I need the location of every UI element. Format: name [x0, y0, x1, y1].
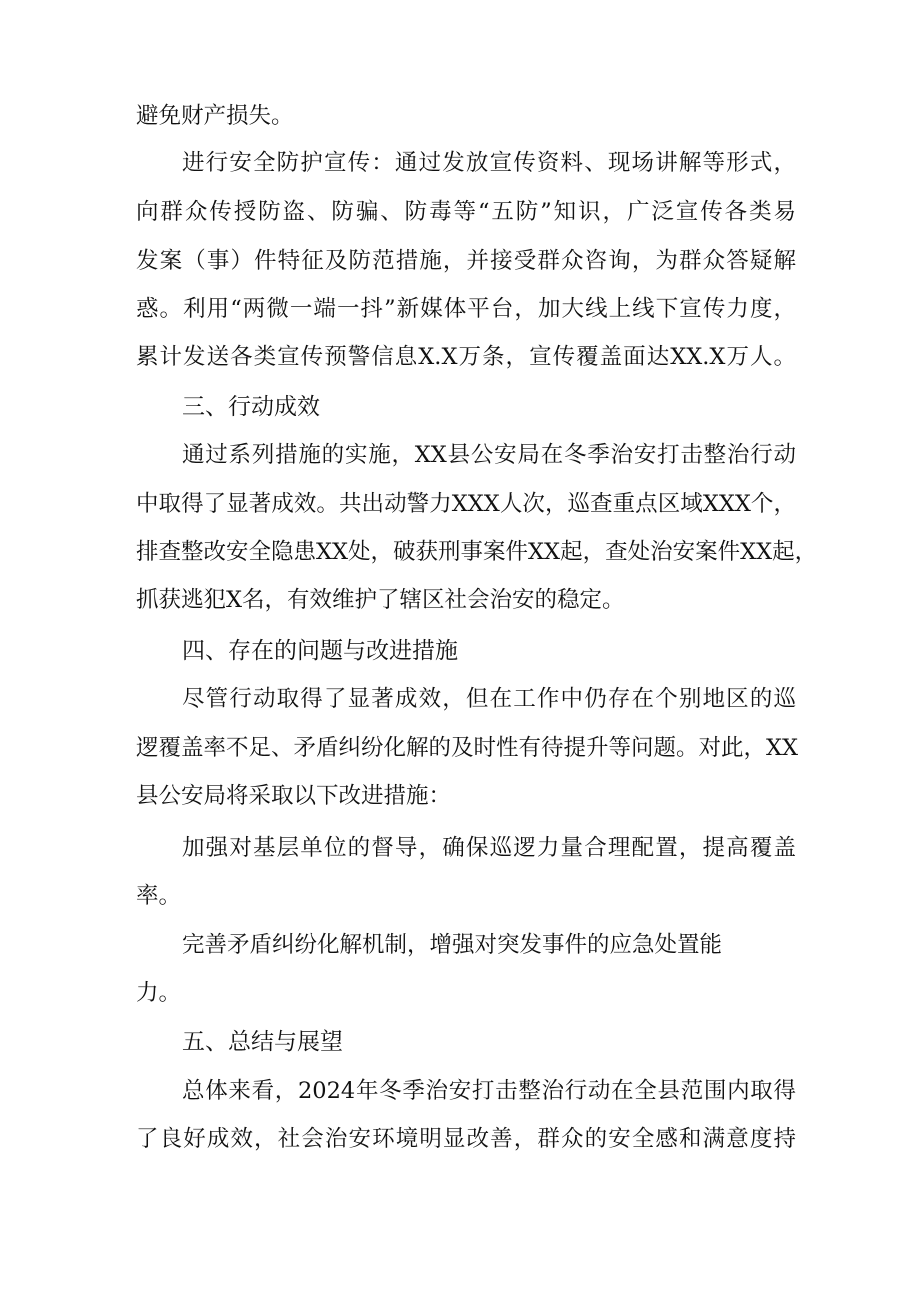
- paragraph-line: 尽管行动取得了显著成效，但在工作中仍存在个别地区的巡: [182, 686, 796, 712]
- paragraph-line: 总体来看，2024年冬季治安打击整治行动在全县范围内取得: [182, 1078, 796, 1104]
- paragraph-line: 抓获逃犯X名，有效维护了辖区社会治安的稳定。: [136, 587, 625, 613]
- paragraph-line: 县公安局将采取以下改进措施：: [136, 783, 452, 809]
- paragraph-line: 避免财产损失。: [136, 103, 294, 129]
- paragraph-line: 进行安全防护宣传：通过发放宣传资料、现场讲解等形式，: [182, 150, 796, 176]
- paragraph-line: 发案（事）件特征及防范措施，并接受群众咨询，为群众答疑解: [136, 248, 796, 274]
- paragraph-line: 完善矛盾纠纷化解机制，增强对突发事件的应急处置能: [182, 932, 723, 958]
- paragraph-line: 率。: [136, 883, 182, 909]
- paragraph-line: 中取得了显著成效。共出动警力XXX人次，巡查重点区域XXX个，: [136, 491, 796, 517]
- paragraph-line: 了良好成效，社会治安环境明显改善，群众的安全感和满意度持: [136, 1126, 796, 1152]
- paragraph-line: 加强对基层单位的督导，确保巡逻力量合理配置，提高覆盖: [182, 835, 796, 861]
- paragraph-line: 累计发送各类宣传预警信息X.X万条，宣传覆盖面达XX.X万人。: [136, 344, 796, 370]
- section-heading: 五、总结与展望: [182, 1029, 343, 1055]
- section-heading: 三、行动成效: [182, 394, 320, 420]
- paragraph-line: 惑。利用“两微一端一抖”新媒体平台，加大线上线下宣传力度，: [136, 296, 796, 322]
- paragraph-line: 排查整改安全隐患XX处，破获刑事案件XX起，查处治安案件XX起，: [136, 539, 818, 565]
- paragraph-line: 通过系列措施的实施，XX县公安局在冬季治安打击整治行动: [182, 442, 796, 468]
- section-heading: 四、存在的问题与改进措施: [182, 638, 458, 664]
- paragraph-line: 逻覆盖率不足、矛盾纠纷化解的及时性有待提升等问题。对此，XX: [136, 735, 799, 761]
- paragraph-line: 向群众传授防盗、防骗、防毒等“五防”知识，广泛宣传各类易: [136, 199, 796, 225]
- paragraph-line: 力。: [136, 980, 182, 1006]
